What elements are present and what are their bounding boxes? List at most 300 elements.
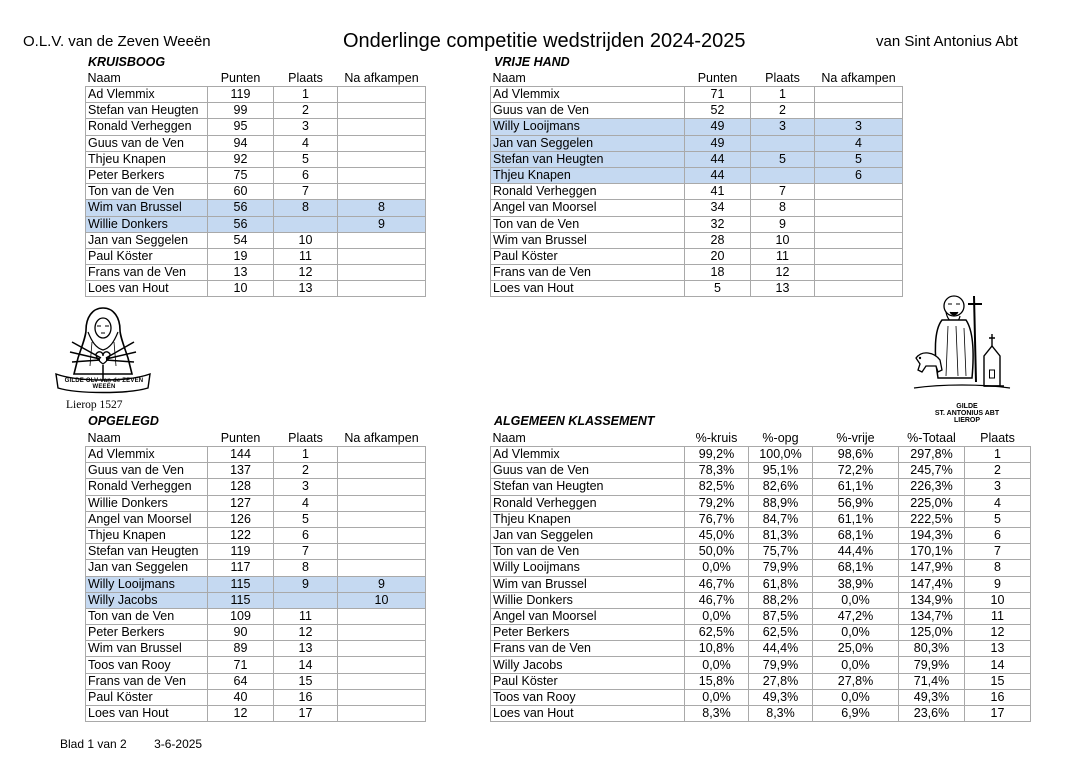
cell-na [815,184,903,200]
table-row [86,495,426,511]
cell-punten: 64 [208,673,274,689]
cell-naam: Loes van Hout [86,281,208,297]
table-row [86,625,426,641]
table-row [86,689,426,705]
cell-naam: Frans van de Ven [86,265,208,281]
cell-na [815,87,903,103]
cell-na: 3 [815,119,903,135]
cell-punten: 18 [685,265,751,281]
cell-punten: 40 [208,689,274,705]
cell-na: 9 [338,576,426,592]
cell-punten: 13 [208,265,274,281]
cell-plaats: 2 [274,103,338,119]
cell-na [338,527,426,543]
kruisboog-title: KRUISBOOG [88,55,166,69]
cell-opg: 8,3% [749,706,813,722]
table-row [491,135,903,151]
cell-opg: 44,4% [749,641,813,657]
table-row [86,511,426,527]
cell-na [338,608,426,624]
cell-plaats: 3 [274,479,338,495]
cell-naam: Paul Köster [491,673,685,689]
cell-plaats: 8 [965,560,1031,576]
cell-naam: Peter Berkers [491,625,685,641]
cell-plaats [274,216,338,232]
table-row [491,560,1031,576]
olv-logo-banner: GILDE OLV van de ZEVEN WEEËN [64,378,144,390]
cell-naam: Guus van de Ven [86,135,208,151]
cell-naam: Loes van Hout [86,706,208,722]
cell-vrije: 56,9% [813,495,899,511]
algemeen-title: ALGEMEEN KLASSEMENT [494,414,655,428]
cell-plaats [274,592,338,608]
cell-opg: 75,7% [749,544,813,560]
table-row [86,560,426,576]
cell-punten: 12 [208,706,274,722]
table-row [491,87,903,103]
table-row [86,657,426,673]
cell-na [338,463,426,479]
table-header-row [491,71,903,87]
cell-totaal: 79,9% [899,657,965,673]
cell-punten: 5 [685,281,751,297]
cell-opg: 79,9% [749,657,813,673]
cell-totaal: 147,4% [899,576,965,592]
cell-totaal: 225,0% [899,495,965,511]
cell-totaal: 80,3% [899,641,965,657]
cell-na: 6 [815,167,903,183]
cell-naam: Angel van Moorsel [491,200,685,216]
antonius-logo [912,290,1012,400]
cell-vrije: 27,8% [813,673,899,689]
cell-naam: Guus van de Ven [86,463,208,479]
cell-naam: Willy Jacobs [86,592,208,608]
cell-opg: 84,7% [749,511,813,527]
cell-naam: Willie Donkers [86,216,208,232]
cell-naam: Thjeu Knapen [491,511,685,527]
cell-opg: 79,9% [749,560,813,576]
cell-kruis: 0,0% [685,608,749,624]
cell-vrije: 0,0% [813,689,899,705]
cell-na [338,281,426,297]
table-row [491,608,1031,624]
cell-plaats: 11 [965,608,1031,624]
cell-na [338,657,426,673]
cell-totaal: 194,3% [899,527,965,543]
cell-vrije: 72,2% [813,463,899,479]
cell-naam: Ad Vlemmix [491,447,685,463]
cell-punten: 144 [208,447,274,463]
cell-punten: 75 [208,167,274,183]
cell-vrije: 0,0% [813,625,899,641]
footer [60,737,226,751]
table-row [86,592,426,608]
table-row [491,248,903,264]
cell-punten: 32 [685,216,751,232]
cell-kruis: 99,2% [685,447,749,463]
cell-vrije: 0,0% [813,657,899,673]
cell-kruis: 10,8% [685,641,749,657]
cell-plaats: 3 [274,119,338,135]
cell-kruis: 79,2% [685,495,749,511]
cell-na [338,119,426,135]
table-row [491,216,903,232]
cell-punten: 89 [208,641,274,657]
cell-naam: Stefan van Heugten [86,103,208,119]
cell-plaats: 9 [274,576,338,592]
table-row [491,689,1031,705]
cell-na: 8 [338,200,426,216]
cell-naam: Willy Jacobs [491,657,685,673]
cell-naam: Ad Vlemmix [86,447,208,463]
cell-naam: Willy Looijmans [491,119,685,135]
cell-naam: Toos van Rooy [491,689,685,705]
cell-kruis: 0,0% [685,689,749,705]
cell-punten: 119 [208,87,274,103]
cell-vrije: 38,9% [813,576,899,592]
cell-plaats: 6 [274,527,338,543]
cell-punten: 99 [208,103,274,119]
cell-naam: Thjeu Knapen [86,527,208,543]
cell-kruis: 0,0% [685,657,749,673]
cell-totaal: 134,7% [899,608,965,624]
table-row [491,706,1031,722]
cell-naam: Loes van Hout [491,281,685,297]
antonius-caption-line1: GILDE [956,403,978,410]
cell-na [338,135,426,151]
table-header-row [86,431,426,447]
cell-na: 9 [338,216,426,232]
cell-punten: 126 [208,511,274,527]
table-row [86,576,426,592]
cell-punten: 115 [208,576,274,592]
table-row [86,248,426,264]
cell-totaal: 226,3% [899,479,965,495]
cell-naam: Paul Köster [491,248,685,264]
cell-na [815,265,903,281]
cell-kruis: 45,0% [685,527,749,543]
column-header: %-vrije [836,431,875,445]
cell-naam: Wim van Brussel [491,576,685,592]
cell-plaats: 1 [274,447,338,463]
cell-plaats: 11 [751,248,815,264]
cell-naam: Jan van Seggelen [491,527,685,543]
antonius-logo-caption [912,403,1022,424]
table-row [86,608,426,624]
column-header: Naam [87,71,121,85]
cell-punten: 52 [685,103,751,119]
cell-naam: Stefan van Heugten [491,479,685,495]
cell-na [338,232,426,248]
cell-na [338,544,426,560]
table-row [86,706,426,722]
cell-naam: Wim van Brussel [86,200,208,216]
cell-punten: 109 [208,608,274,624]
table-row [491,657,1031,673]
cell-punten: 56 [208,200,274,216]
cell-naam: Ton van de Ven [86,184,208,200]
cell-plaats: 10 [274,232,338,248]
cell-opg: 88,9% [749,495,813,511]
cell-plaats: 6 [274,167,338,183]
opgelegd-title: OPGELEGD [88,414,159,428]
cell-totaal: 147,9% [899,560,965,576]
cell-punten: 49 [685,135,751,151]
table-row [86,447,426,463]
cell-totaal: 245,7% [899,463,965,479]
cell-totaal: 125,0% [899,625,965,641]
cell-naam: Stefan van Heugten [491,151,685,167]
cell-vrije: 68,1% [813,527,899,543]
column-header: Plaats [765,71,800,85]
cell-kruis: 82,5% [685,479,749,495]
cell-opg: 88,2% [749,592,813,608]
cell-punten: 71 [208,657,274,673]
table-row [491,265,903,281]
cell-na [338,265,426,281]
table-row [86,463,426,479]
cell-naam: Willy Looijmans [491,560,685,576]
cell-kruis: 46,7% [685,576,749,592]
cell-vrije: 98,6% [813,447,899,463]
cell-opg: 82,6% [749,479,813,495]
table-row [491,544,1031,560]
cell-punten: 117 [208,560,274,576]
cell-punten: 95 [208,119,274,135]
cell-kruis: 62,5% [685,625,749,641]
cell-naam: Jan van Seggelen [491,135,685,151]
cell-na [338,511,426,527]
cell-vrije: 0,0% [813,592,899,608]
cell-plaats: 14 [274,657,338,673]
cell-naam: Ton van de Ven [491,216,685,232]
cell-na: 5 [815,151,903,167]
cell-vrije: 68,1% [813,560,899,576]
table-row [491,447,1031,463]
cell-plaats: 12 [274,625,338,641]
cell-naam: Ad Vlemmix [86,87,208,103]
cell-naam: Peter Berkers [86,625,208,641]
cell-naam: Ronald Verheggen [86,119,208,135]
cell-plaats: 7 [751,184,815,200]
olv-logo [52,302,154,402]
table-row [491,592,1031,608]
cell-opg: 61,8% [749,576,813,592]
cell-na [338,103,426,119]
cell-opg: 87,5% [749,608,813,624]
table-row [491,527,1031,543]
cell-na [815,281,903,297]
table-row [86,184,426,200]
cell-plaats: 5 [751,151,815,167]
cell-kruis: 8,3% [685,706,749,722]
table-row [86,641,426,657]
cell-plaats: 15 [274,673,338,689]
cell-na [338,184,426,200]
cell-plaats: 13 [965,641,1031,657]
cell-plaats: 8 [274,200,338,216]
cell-plaats: 9 [751,216,815,232]
cell-plaats: 3 [751,119,815,135]
cell-naam: Wim van Brussel [86,641,208,657]
cell-plaats: 15 [965,673,1031,689]
cell-naam: Ronald Verheggen [491,495,685,511]
cell-punten: 90 [208,625,274,641]
cell-plaats: 5 [274,151,338,167]
column-header: Naam [492,71,526,85]
column-header: Plaats [980,431,1015,445]
table-row [491,511,1031,527]
cell-punten: 94 [208,135,274,151]
cell-naam: Ad Vlemmix [491,87,685,103]
cell-plaats: 13 [751,281,815,297]
cell-na [338,151,426,167]
table-row [491,495,1031,511]
column-header: %-opg [762,431,799,445]
table-row [491,232,903,248]
cell-na [338,706,426,722]
cell-punten: 128 [208,479,274,495]
cell-naam: Willie Donkers [491,592,685,608]
cell-naam: Thjeu Knapen [491,167,685,183]
cell-na [338,87,426,103]
table-row [491,200,903,216]
cell-plaats: 5 [965,511,1031,527]
table-row [86,200,426,216]
cell-na [815,232,903,248]
vrije-hand-title: VRIJE HAND [494,55,570,69]
column-header: Plaats [288,71,323,85]
header-left: O.L.V. van de Zeven Weeën [23,33,211,50]
cell-na [338,689,426,705]
column-header: Naam [492,431,526,445]
algemeen-table [490,431,1031,722]
kruisboog-table [85,71,426,297]
antonius-caption-line3: LIEROP [953,417,981,424]
cell-punten: 127 [208,495,274,511]
cell-na [338,495,426,511]
cell-na [815,216,903,232]
cell-punten: 20 [685,248,751,264]
cell-totaal: 49,3% [899,689,965,705]
cell-plaats: 16 [965,689,1031,705]
cell-punten: 19 [208,248,274,264]
cell-na [815,103,903,119]
column-header: %-Totaal [907,431,956,445]
cell-naam: Angel van Moorsel [86,511,208,527]
olv-logo-caption: Lierop 1527 [66,399,123,411]
cell-naam: Ronald Verheggen [86,479,208,495]
cell-na [338,673,426,689]
table-row [491,281,903,297]
opgelegd-table [85,431,426,722]
cell-plaats: 5 [274,511,338,527]
table-row [86,119,426,135]
cell-punten: 137 [208,463,274,479]
cell-naam: Stefan van Heugten [86,544,208,560]
cell-kruis: 76,7% [685,511,749,527]
table-row [86,216,426,232]
table-row [86,87,426,103]
antonius-caption-line2: ST. ANTONIUS ABT [934,410,1000,417]
vrije-hand-table [490,71,903,297]
cell-naam: Peter Berkers [86,167,208,183]
cell-vrije: 25,0% [813,641,899,657]
cell-plaats: 1 [274,87,338,103]
cell-kruis: 15,8% [685,673,749,689]
table-row [86,232,426,248]
cell-na: 10 [338,592,426,608]
cell-plaats: 12 [751,265,815,281]
cell-plaats: 17 [965,706,1031,722]
cell-punten: 34 [685,200,751,216]
cell-naam: Willie Donkers [86,495,208,511]
cell-naam: Angel van Moorsel [491,608,685,624]
cell-punten: 122 [208,527,274,543]
cell-punten: 60 [208,184,274,200]
cell-na [338,641,426,657]
cell-opg: 27,8% [749,673,813,689]
cell-naam: Ton van de Ven [86,608,208,624]
cell-punten: 54 [208,232,274,248]
table-row [86,265,426,281]
cell-naam: Jan van Seggelen [86,560,208,576]
cell-totaal: 297,8% [899,447,965,463]
cell-na [338,560,426,576]
table-row [86,673,426,689]
cell-totaal: 23,6% [899,706,965,722]
cell-vrije: 44,4% [813,544,899,560]
footer-date: 3-6-2025 [154,737,203,751]
table-row [491,167,903,183]
cell-totaal: 170,1% [899,544,965,560]
cell-plaats: 3 [965,479,1031,495]
cell-punten: 115 [208,592,274,608]
cell-plaats: 14 [965,657,1031,673]
cell-punten: 119 [208,544,274,560]
cell-plaats: 11 [274,608,338,624]
cell-plaats: 2 [751,103,815,119]
table-row [491,673,1031,689]
cell-plaats: 2 [274,463,338,479]
table-row [86,167,426,183]
cell-naam: Frans van de Ven [86,673,208,689]
cell-punten: 56 [208,216,274,232]
cell-plaats: 10 [965,592,1031,608]
cell-plaats: 13 [274,641,338,657]
table-row [86,544,426,560]
cell-vrije: 6,9% [813,706,899,722]
cell-plaats: 4 [274,135,338,151]
cell-na [338,447,426,463]
cell-opg: 100,0% [749,447,813,463]
cell-punten: 28 [685,232,751,248]
cell-na [815,200,903,216]
cell-naam: Loes van Hout [491,706,685,722]
cell-opg: 95,1% [749,463,813,479]
column-header: Punten [220,71,261,85]
table-row [86,135,426,151]
cell-plaats: 4 [965,495,1031,511]
column-header: Na afkampen [344,431,419,445]
cell-kruis: 50,0% [685,544,749,560]
cell-plaats: 7 [274,544,338,560]
cell-plaats: 13 [274,281,338,297]
table-row [491,625,1031,641]
cell-naam: Frans van de Ven [491,265,685,281]
table-row [86,527,426,543]
cell-na [338,625,426,641]
